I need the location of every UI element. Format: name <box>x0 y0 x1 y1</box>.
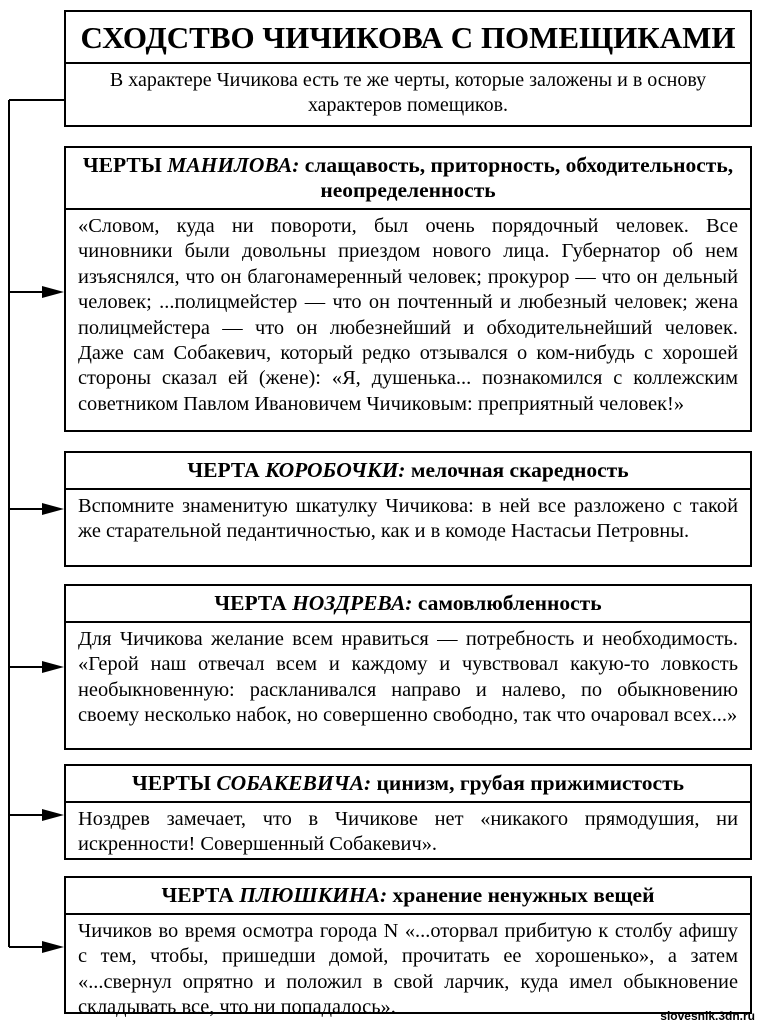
card-quote: Чичиков во время осмотра города N «...оторвал прибитую к столбу афишу с тем, чтобы, пришедши домой, прочитать ее хорошенько», а затем «...свернул опрятно и положил в свой ларчик, куда имел обыкновение складывать все, что ни попадалось». <box>78 920 738 1019</box>
card-heading <box>66 766 750 803</box>
heading-landowner: МАНИЛОВА: <box>167 153 300 177</box>
card-manilov <box>64 146 752 432</box>
heading-traits: цинизм, грубая прижимистость <box>371 771 685 795</box>
site-watermark: slovesnik.3dn.ru <box>660 1009 755 1023</box>
card-heading <box>66 878 750 915</box>
card-korobochka <box>64 451 752 567</box>
heading-traits: хранение ненужных вещей <box>387 883 655 907</box>
arrowhead-plyushkin <box>42 941 64 953</box>
heading-prefix: ЧЕРТА <box>214 591 293 615</box>
card-quote: Для Чичикова желание всем нравиться — потребность и необходимость. «Герой наш отвечал всем и каждому и чувствовал какую-то ловкость необыкновенную: раскланивался направо и налево, по обыкновению своему несколько набок, но совершенно свободно, так что очаровал всех...» <box>78 628 738 727</box>
heading-traits: самовлюбленность <box>412 591 602 615</box>
heading-traits: слащавость, приторность, обходительность, неопределенность <box>299 153 734 202</box>
arrowhead-korobochka <box>42 503 64 515</box>
heading-traits: мелочная скаредность <box>405 458 629 482</box>
heading-prefix: ЧЕРТЫ <box>131 771 217 795</box>
arrowhead-manilov <box>42 286 64 298</box>
heading-landowner: КОРОБОЧКИ: <box>265 458 406 482</box>
card-sobakevich <box>64 764 752 860</box>
card-heading <box>66 148 750 210</box>
heading-landowner: ПЛЮШКИНА: <box>239 883 388 907</box>
card-nozdrev <box>64 584 752 750</box>
title-box <box>64 10 752 127</box>
card-heading <box>66 586 750 623</box>
heading-landowner: СОБАКЕВИЧА: <box>216 771 372 795</box>
page-title: СХОДСТВО ЧИЧИКОВА С ПОМЕЩИКАМИ <box>66 12 750 64</box>
card-heading <box>66 453 750 490</box>
card-quote: Вспомните знаменитую шкатулку Чичикова: в ней все разложено с такой же старательной педантичностью, как и в комоде Настасьи Петровны. <box>78 495 738 543</box>
card-quote: «Словом, куда ни повороти, был очень порядочный человек. Все чиновники были довольны приездом нового лица. Губернатор об нем изъяснялся, что он благонамеренный человек; прокурор — что он дельный человек; ...полицмейстер — что он почтенный и любезный человек; жена полицмейстера — что он любезнейший и обходительнейший человек. Даже сам Собакевич, который редко отзывался о ком-нибудь с хорошей стороны сказал ей (жене): «Я, душенька... познакомился с коллежским советником Павлом Ивановичем Чичиковым: преприятный человек!» <box>78 215 738 415</box>
intro-text: В характере Чичикова есть те же черты, которые заложены и в основу характеров помещиков. <box>109 69 707 116</box>
heading-prefix: ЧЕРТА <box>161 883 240 907</box>
arrowhead-nozdrev <box>42 661 64 673</box>
card-quote: Ноздрев замечает, что в Чичикове нет «никакого прямодушия, ни искренности! Совершенный Собакевич». <box>78 808 738 856</box>
arrowhead-sobakevich <box>42 809 64 821</box>
heading-landowner: НОЗДРЕВА: <box>292 591 413 615</box>
heading-prefix: ЧЕРТА <box>187 458 266 482</box>
heading-prefix: ЧЕРТЫ <box>82 153 168 177</box>
